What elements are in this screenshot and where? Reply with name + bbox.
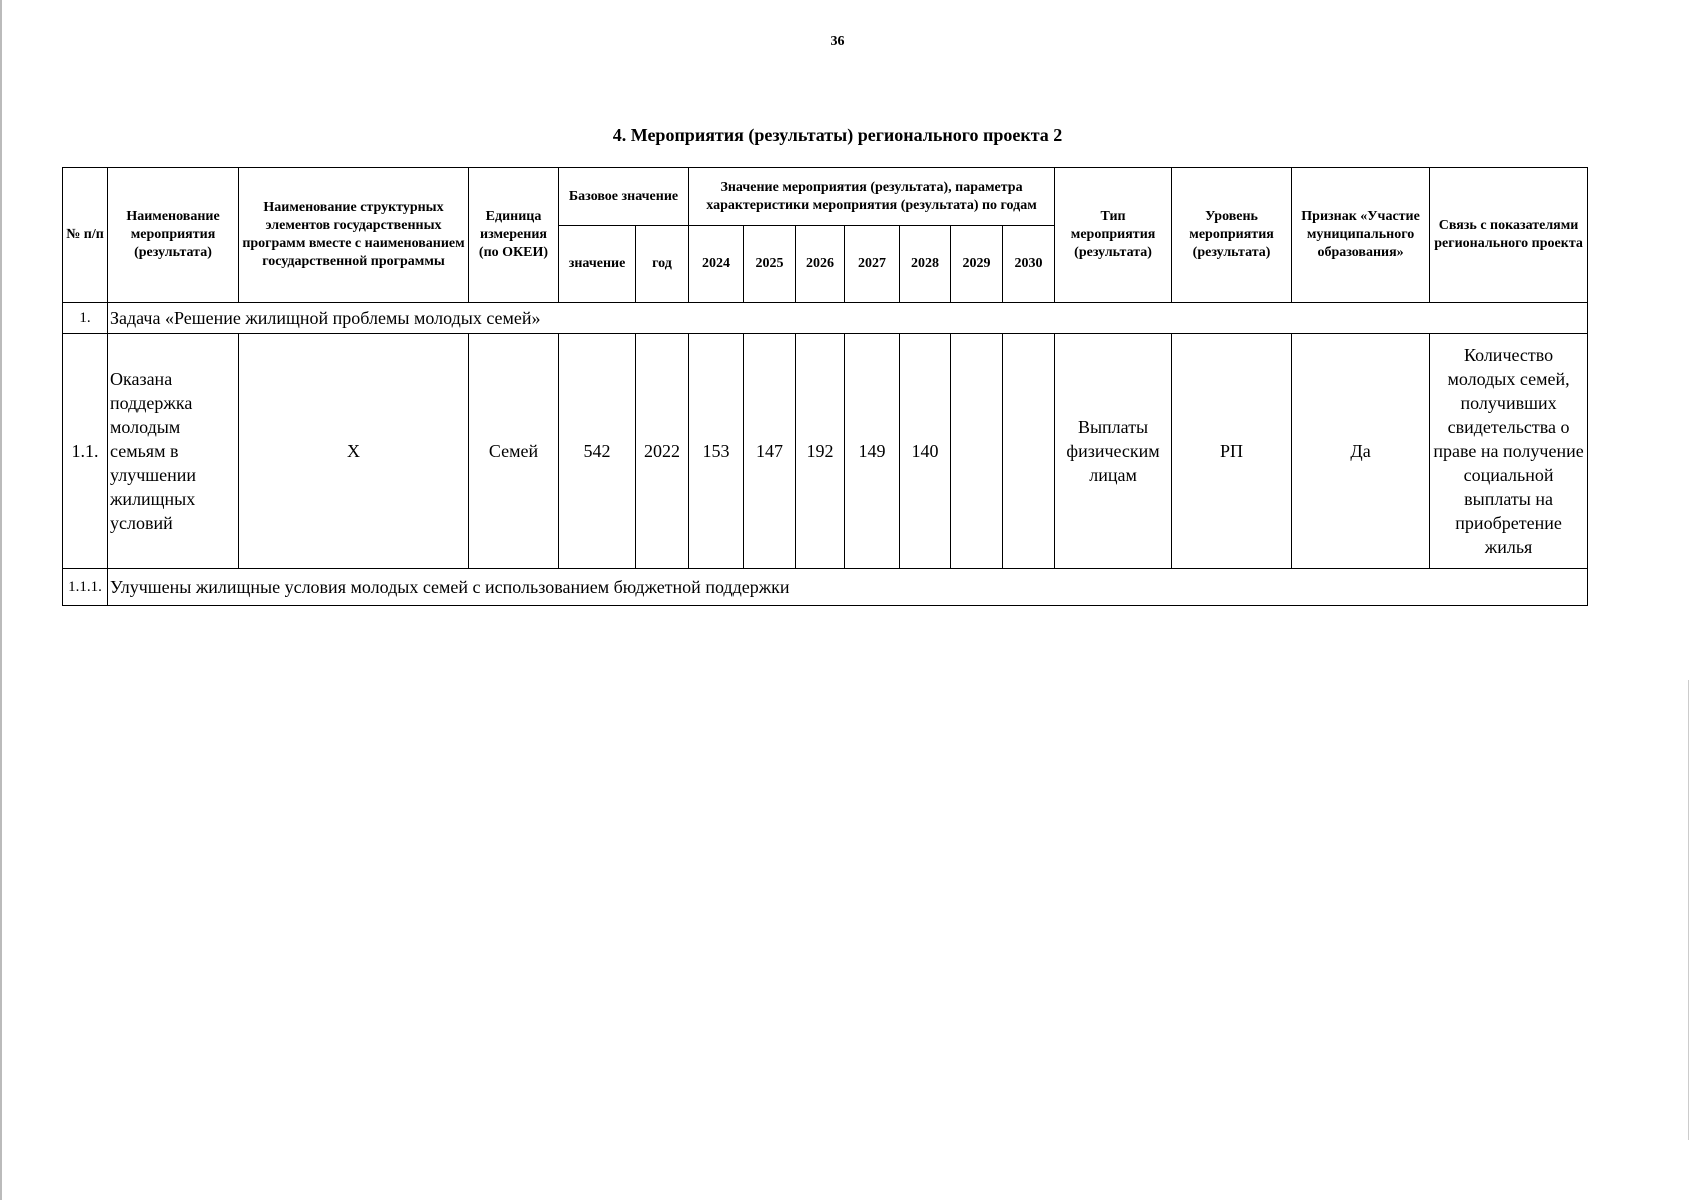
subitem-num: 1.1.1.: [63, 569, 108, 606]
header-municipal: Признак «Участие муниципального образования»: [1292, 168, 1430, 303]
table-row-task: [63, 303, 1588, 334]
item-link: Количество молодых семей, получивших свидетельства о праве на получение социальной выплаты на приобретение жилья: [1430, 334, 1588, 569]
header-name: Наименование мероприятия (результата): [108, 168, 239, 303]
measures-table: [62, 167, 1588, 606]
header-structural: Наименование структурных элементов государственных программ вместе с наименованием государственной программы: [239, 168, 469, 303]
header-year-2025: 2025: [744, 226, 796, 303]
header-base-year: год: [636, 226, 689, 303]
item-num: 1.1.: [63, 334, 108, 569]
item-value-2024: 153: [689, 334, 744, 569]
table-row-item: [63, 334, 1588, 569]
header-level: Уровень мероприятия (результата): [1172, 168, 1292, 303]
header-base: Базовое значение: [559, 168, 689, 226]
scan-edge-line: [0, 0, 2, 1200]
header-base-value: значение: [559, 226, 636, 303]
item-value-2025: 147: [744, 334, 796, 569]
item-value-2028: 140: [900, 334, 951, 569]
header-year-2027: 2027: [845, 226, 900, 303]
item-structural: X: [239, 334, 469, 569]
task-num: 1.: [63, 303, 108, 334]
item-value-2026: 192: [796, 334, 845, 569]
item-unit: Семей: [469, 334, 559, 569]
header-unit: Единица измерения (по ОКЕИ): [469, 168, 559, 303]
header-values-by-year: Значение мероприятия (результата), параметра характеристики мероприятия (результата) по годам: [689, 168, 1055, 226]
header-year-2028: 2028: [900, 226, 951, 303]
header-link: Связь с показателями регионального проекта: [1430, 168, 1588, 303]
section-title: 4. Мероприятия (результаты) регионального проекта 2: [612, 125, 1063, 145]
item-municipal: Да: [1292, 334, 1430, 569]
subitem-text: Улучшены жилищные условия молодых семей с использованием бюджетной поддержки: [108, 569, 1588, 606]
header-year-2030: 2030: [1003, 226, 1055, 303]
item-type: Выплаты физическим лицам: [1055, 334, 1172, 569]
page-number: 36: [830, 34, 845, 49]
item-base-value: 542: [559, 334, 636, 569]
header-year-2024: 2024: [689, 226, 744, 303]
item-value-2029: [951, 334, 1003, 569]
header-year-2026: 2026: [796, 226, 845, 303]
item-base-year: 2022: [636, 334, 689, 569]
header-type: Тип мероприятия (результата): [1055, 168, 1172, 303]
header-year-2029: 2029: [951, 226, 1003, 303]
table-row-subitem: [63, 569, 1588, 606]
task-text: Задача «Решение жилищной проблемы молодых семей»: [108, 303, 1588, 334]
scan-edge-line-right: [1688, 680, 1689, 1140]
header-num: № п/п: [63, 168, 108, 303]
item-level: РП: [1172, 334, 1292, 569]
item-name: Оказана поддержка молодым семьям в улучшении жилищных условий: [108, 334, 239, 569]
item-value-2027: 149: [845, 334, 900, 569]
item-value-2030: [1003, 334, 1055, 569]
